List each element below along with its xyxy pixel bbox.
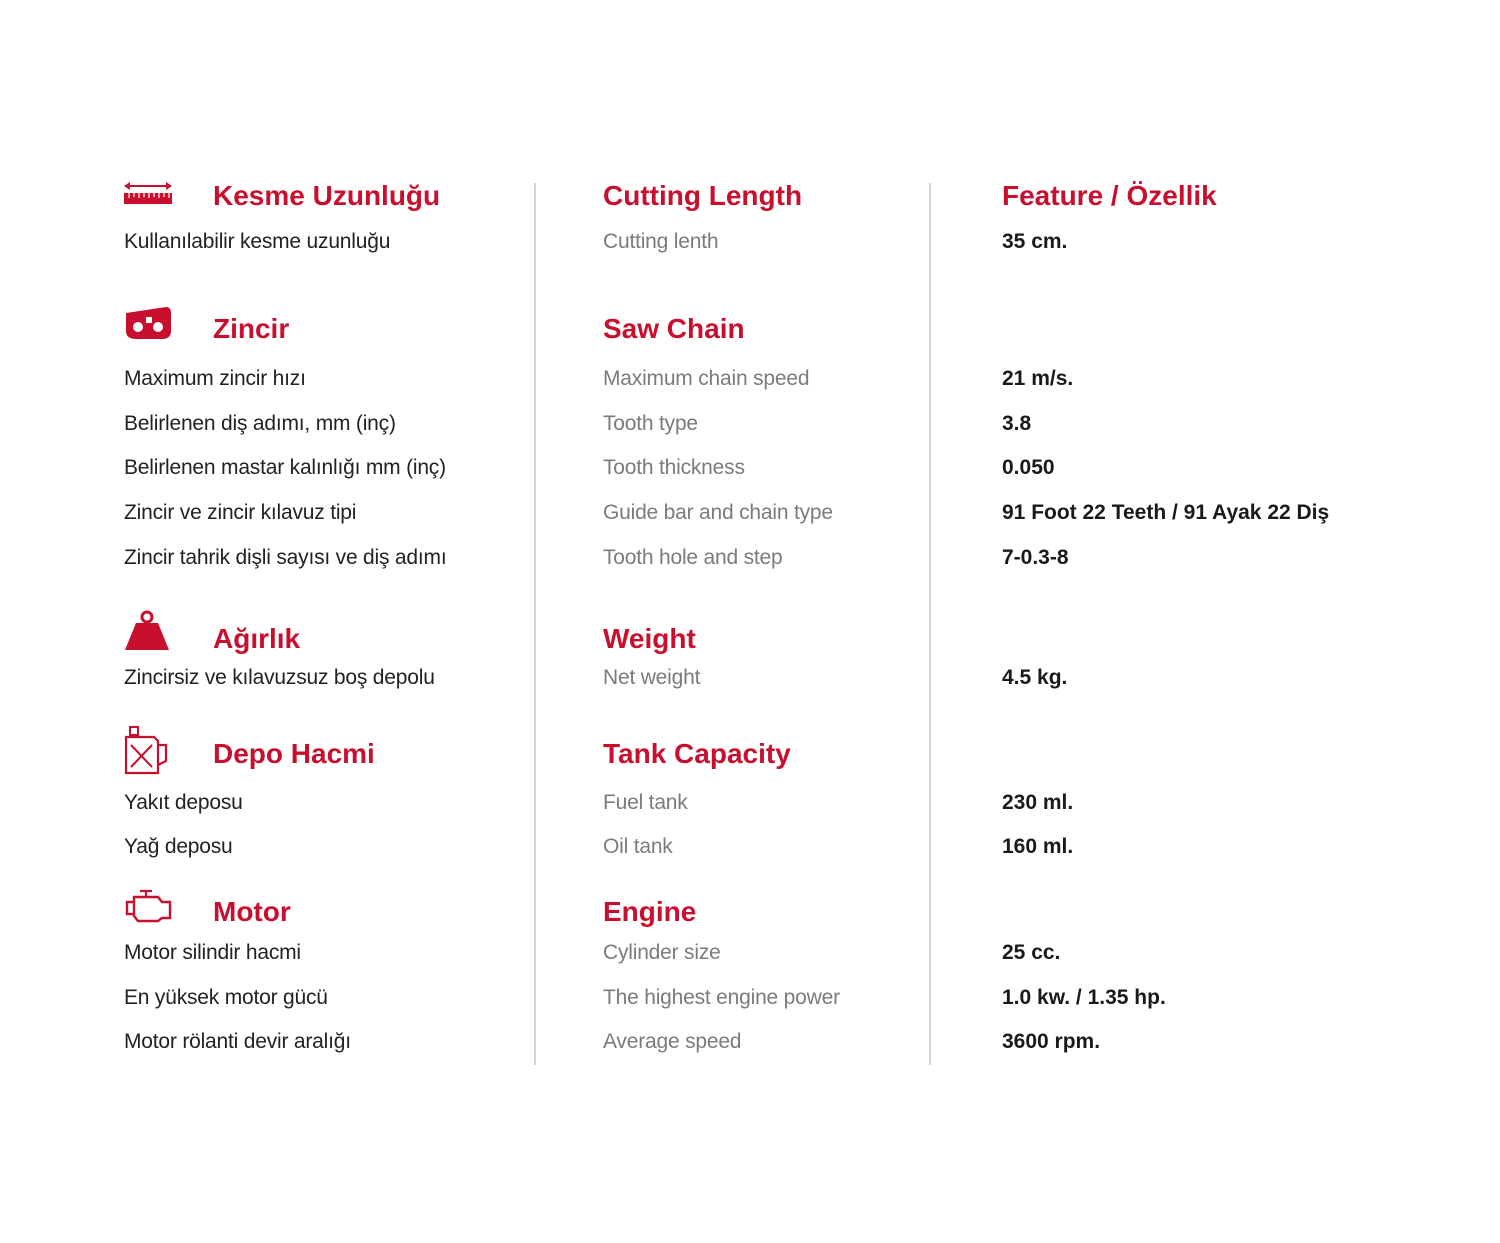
spec-label-en: Fuel tank	[603, 791, 688, 814]
spec-value: 4.5 kg.	[1002, 666, 1068, 689]
spec-value: 91 Foot 22 Teeth / 91 Ayak 22 Diş	[1002, 501, 1330, 524]
saw-chain-icon	[124, 305, 174, 343]
spec-value: 35 cm.	[1002, 230, 1068, 253]
spec-label-en: Tooth thickness	[603, 456, 745, 479]
column-divider-right	[929, 183, 931, 1065]
spec-label-tr: Zincirsiz ve kılavuzsuz boş depolu	[124, 666, 435, 689]
section-title-en: Tank Capacity	[603, 738, 791, 769]
fuel-can-icon	[124, 725, 170, 775]
spec-value: 230 ml.	[1002, 791, 1074, 814]
spec-label-en: Maximum chain speed	[603, 367, 810, 390]
spec-label-tr: Yağ deposu	[124, 835, 233, 858]
spec-label-tr: Maximum zincir hızı	[124, 367, 306, 390]
column-divider-left	[534, 183, 536, 1065]
section-title-tr: Ağırlık	[213, 623, 301, 654]
spec-value: 7-0.3-8	[1002, 546, 1069, 569]
spec-value: 0.050	[1002, 456, 1055, 479]
spec-value: 160 ml.	[1002, 835, 1074, 858]
section-title-tr: Zincir	[213, 313, 290, 344]
spec-label-tr: Motor rölanti devir aralığı	[124, 1030, 351, 1053]
spec-label-tr: Yakıt deposu	[124, 791, 243, 814]
section-title-en: Weight	[603, 623, 696, 654]
spec-label-tr: Motor silindir hacmi	[124, 941, 301, 964]
engine-icon	[124, 888, 174, 924]
feature-column-header: Feature / Özellik	[1002, 180, 1217, 211]
spec-label-en: Net weight	[603, 666, 701, 689]
section-title-en: Saw Chain	[603, 313, 745, 344]
section-title-tr: Motor	[213, 896, 291, 927]
section-title-tr: Kesme Uzunluğu	[213, 180, 441, 211]
section-title-tr: Depo Hacmi	[213, 738, 375, 769]
spec-value: 25 cc.	[1002, 941, 1061, 964]
spec-label-en: Average speed	[603, 1030, 742, 1053]
weight-icon	[124, 610, 170, 652]
spec-label-tr: Kullanılabilir kesme uzunluğu	[124, 230, 391, 253]
spec-label-en: Cutting lenth	[603, 230, 719, 253]
spec-label-en: Tooth type	[603, 412, 698, 435]
spec-label-tr: Belirlenen mastar kalınlığı mm (inç)	[124, 456, 446, 479]
spec-label-tr: Zincir ve zincir kılavuz tipi	[124, 501, 357, 524]
spec-label-en: The highest engine power	[603, 986, 840, 1009]
spec-label-en: Tooth hole and step	[603, 546, 783, 569]
spec-value: 3600 rpm.	[1002, 1030, 1101, 1053]
spec-label-en: Oil tank	[603, 835, 673, 858]
spec-label-tr: Belirlenen diş adımı, mm (inç)	[124, 412, 396, 435]
section-title-en: Engine	[603, 896, 697, 927]
spec-label-en: Guide bar and chain type	[603, 501, 833, 524]
spec-value: 1.0 kw. / 1.35 hp.	[1002, 986, 1166, 1009]
ruler-icon	[124, 181, 174, 207]
spec-label-tr: Zincir tahrik dişli sayısı ve diş adımı	[124, 546, 447, 569]
spec-label-en: Cylinder size	[603, 941, 721, 964]
spec-label-tr: En yüksek motor gücü	[124, 986, 328, 1009]
section-title-en: Cutting Length	[603, 180, 803, 211]
spec-value: 3.8	[1002, 412, 1032, 435]
spec-value: 21 m/s.	[1002, 367, 1074, 390]
